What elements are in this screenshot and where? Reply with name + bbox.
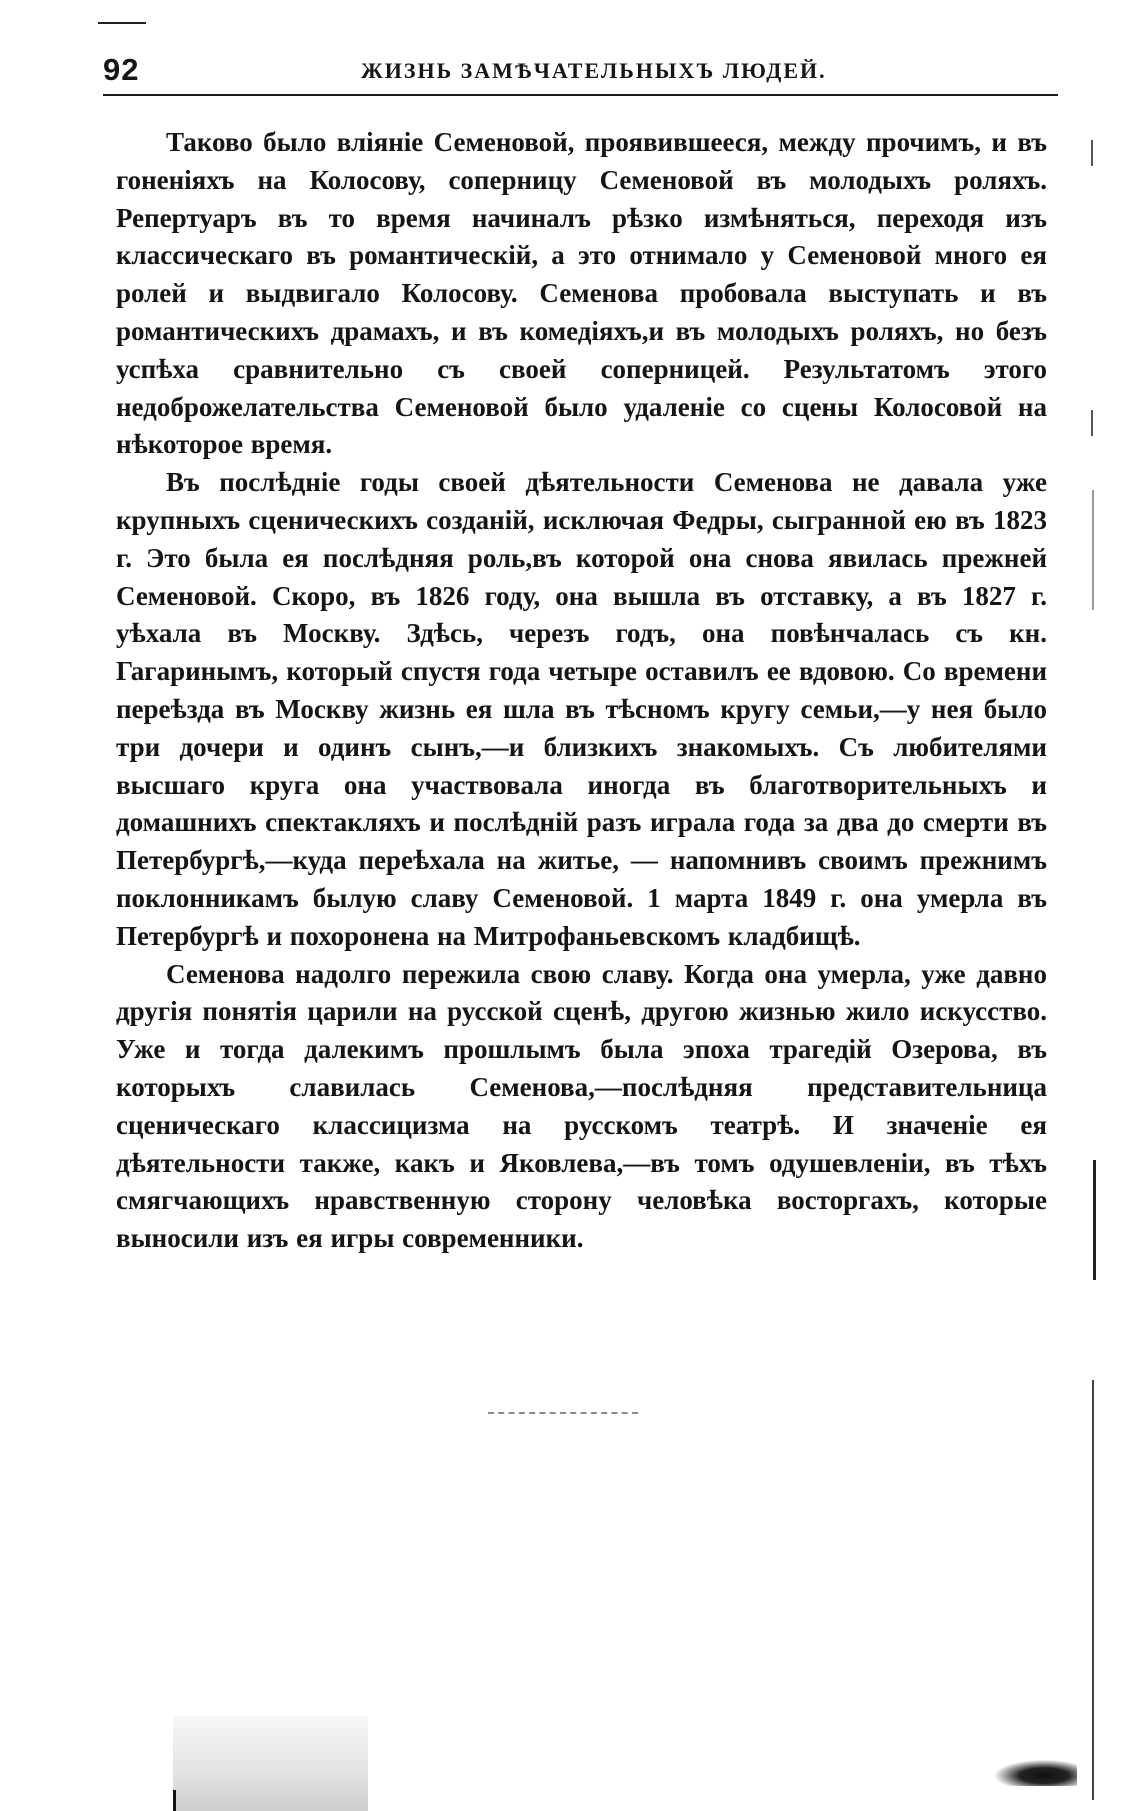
scan-edge-shadow (173, 1716, 368, 1811)
running-title: ЖИЗНЬ ЗАМѢЧАТЕЛЬНЫХЪ ЛЮДЕЙ. (361, 58, 827, 83)
scan-top-rule (98, 22, 146, 24)
margin-mark (1091, 410, 1093, 436)
margin-mark (1093, 1160, 1096, 1280)
running-head (103, 52, 1058, 88)
paragraph-2: Въ послѣдніе годы своей дѣятельности Семенова не давала уже крупныхъ сценическихъ созданій, исключая Федры, сыгранной ею въ 1823 г. Это была ея послѣдняя роль,въ которой она снова явилась прежней Семеновой. Скоро, въ 1826 году, она вышла въ отставку, а въ 1827 г. уѣхала въ Москву. Здѣсь, черезъ годъ, она повѣнчалась съ кн. Гагаринымъ, который спустя года четыре оставилъ ее вдовою. Со времени переѣзда въ Москву жизнь ея шла въ тѣсномъ кругу семьи,—у нея было три дочери и одинъ сынъ,—и близкихъ знакомыхъ. Съ любителями высшаго круга она участвовала иногда въ благотворительныхъ и домашнихъ спектакляхъ и послѣдній разъ играла года за два до смерти въ Петербургѣ,—куда переѣхала на житье, — напомнивъ своимъ прежнимъ поклонникамъ былую славу Семеновой. 1 марта 1849 г. она умерла въ Петербургѣ и похоронена на Митрофаньевскомъ кладбищѣ. (116, 467, 1047, 951)
scan-frame-edge (173, 1790, 176, 1811)
margin-mark (1092, 1380, 1094, 1800)
paragraph-1: Таково было вліяніе Семеновой, проявившееся, между прочимъ, и въ гоненіяхъ на Колосову, соперницу Семеновой въ молодыхъ роляхъ. Репертуаръ въ то время начиналъ рѣзко измѣняться, переходя изъ классическаго въ романтическій, а это отнимало у Семеновой много ея ролей и выдвигало Колосову. Семенова пробовала выступать и въ романтическихъ драмахъ, и въ комедіяхъ,и въ молодыхъ роляхъ, но безъ успѣха сравнительно съ своей соперницей. Результатомъ этого недоброжелательства Семеновой было удаленіе со сцены Колосовой на нѣкоторое время. (116, 127, 1047, 460)
end-of-chapter-rule (488, 1412, 638, 1414)
margin-mark (1092, 490, 1094, 610)
margin-mark (1091, 140, 1093, 166)
body-text (116, 124, 1047, 1258)
paragraph-3: Семенова надолго пережила свою славу. Когда она умерла, уже давно другія понятія царили на русской сценѣ, другою жизнью жило искусство. Уже и тогда далекимъ прошлымъ была эпоха трагедій Озерова, въ которыхъ славилась Семенова,—послѣдняя представительница сценическаго классицизма на русскомъ театрѣ. И значеніе ея дѣятельности также, какъ и Яковлева,—въ томъ одушевленіи, въ тѣхъ смягчающихъ нравственную сторону человѣка восторгахъ, которые выносили изъ ея игры современники. (116, 958, 1047, 1254)
ink-blot (995, 1760, 1077, 1786)
page-number: 92 (103, 52, 140, 87)
header-rule (103, 94, 1058, 96)
